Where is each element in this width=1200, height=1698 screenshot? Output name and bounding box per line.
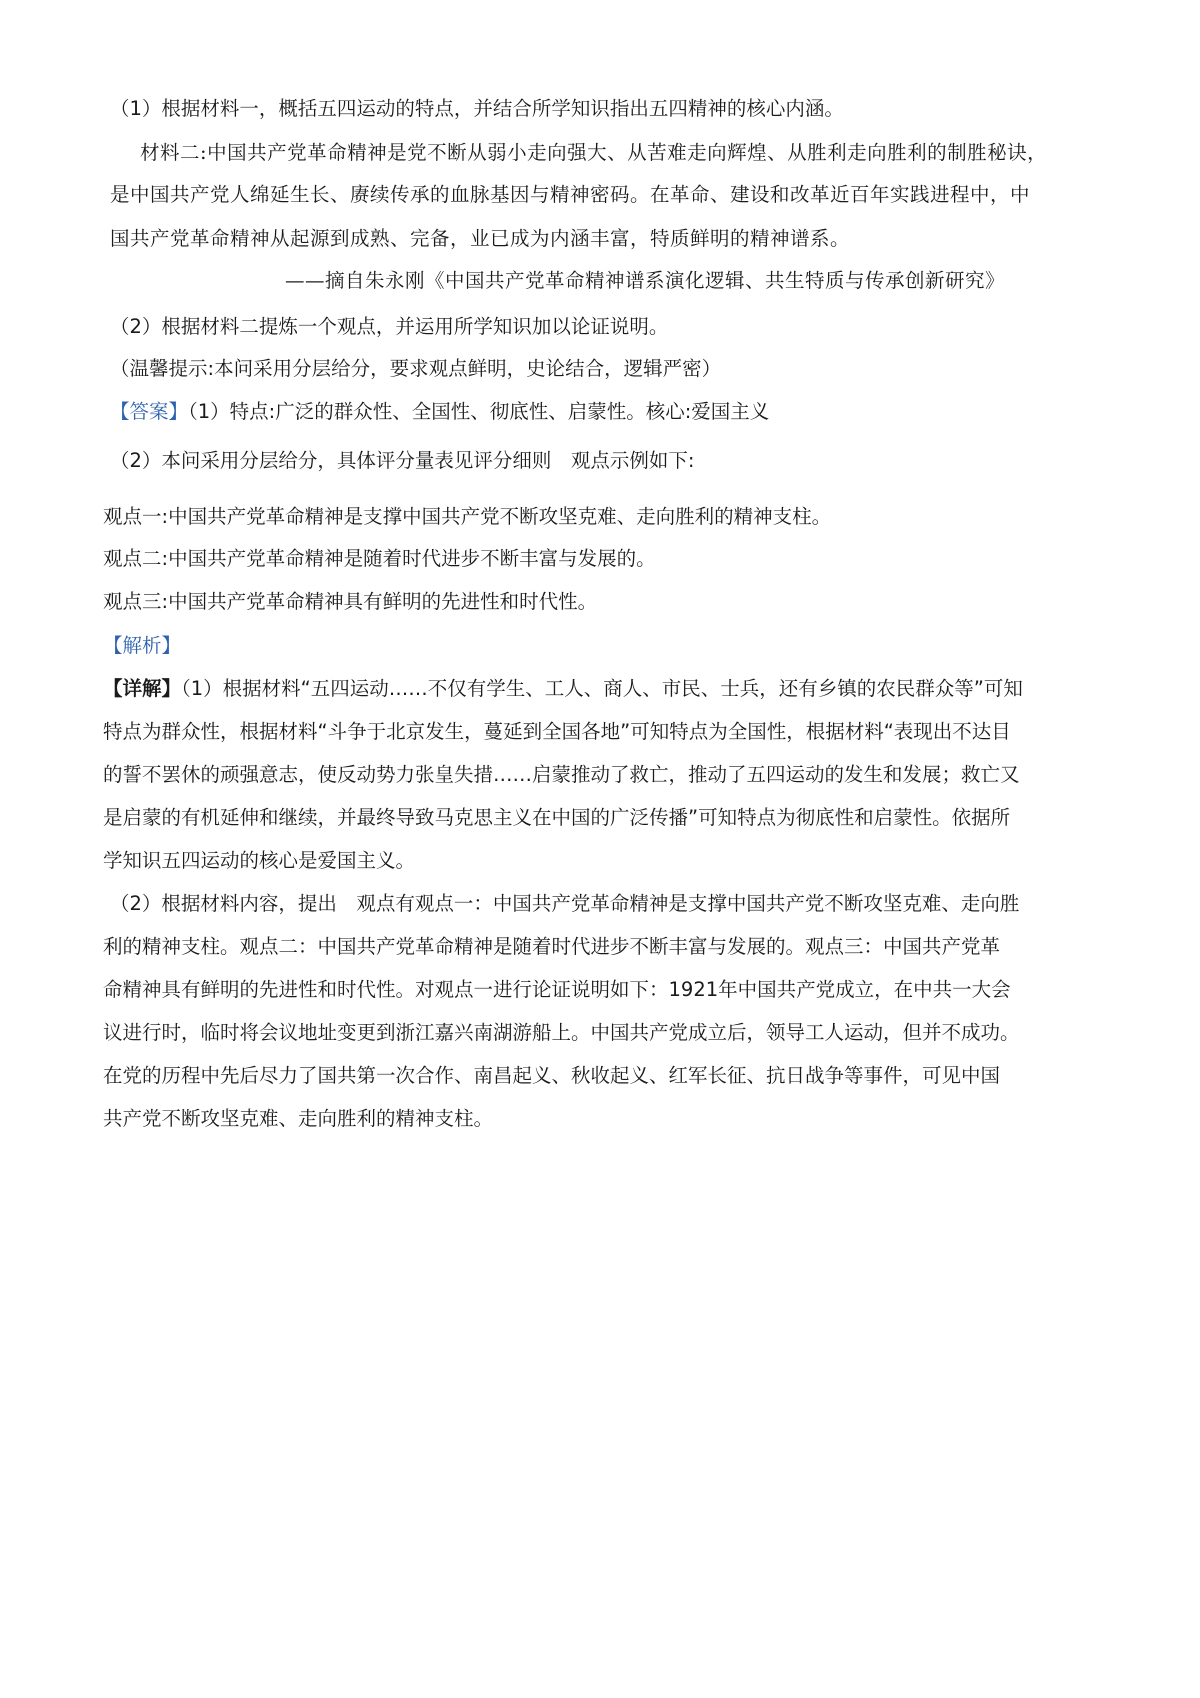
analysis-p1-line [103, 674, 1093, 704]
analysis-p2-line: 命精神具有鲜明的先进性和时代性。对观点一进行论证说明如下：1921年中国共产党成立，在中共一大会 [103, 978, 1011, 1001]
detail-tag: 【详解】 [103, 677, 182, 700]
answer-view-3: 观点三:中国共产党革命精神具有鲜明的先进性和时代性。 [103, 590, 598, 613]
answer-view-1: 观点一:中国共产党革命精神是支撑中国共产党不断攻坚克难、走向胜利的精神支柱。 [103, 505, 832, 528]
question-2: （2）根据材料二提炼一个观点，并运用所学知识加以论证说明。 [110, 315, 669, 338]
analysis-p1-line: 的誓不罢休的顽强意志，使反动势力张皇失措……启蒙推动了救亡，推动了五四运动的发生和发展；救亡又 [103, 763, 1020, 786]
analysis-p2-line: 共产党不断攻坚克难、走向胜利的精神支柱。 [103, 1107, 494, 1130]
analysis-tag: 【解析】 [103, 634, 182, 657]
analysis-p1-line: 学知识五四运动的核心是爱国主义。 [103, 849, 416, 872]
analysis-p2-line: 在党的历程中先后尽力了国共第一次合作、南昌起义、秋收起义、红军长征、抗日战争等事件，可见中国 [103, 1064, 1001, 1087]
analysis-p2-line: （2）根据材料内容，提出 观点有观点一：中国共产党革命精神是支撑中国共产党不断攻坚克难、走向胜 [110, 892, 1020, 915]
analysis-p1-line: 是启蒙的有机延伸和继续，并最终导致马克思主义在中国的广泛传播”可知特点为彻底性和启蒙性。依据所 [103, 806, 1011, 829]
analysis-p2-line: 利的精神支柱。观点二：中国共产党革命精神是随着时代进步不断丰富与发展的。观点三：中国共产党革 [103, 935, 1001, 958]
analysis-p1-line: 特点为群众性，根据材料“斗争于北京发生，蔓延到全国各地”可知特点为全国性，根据材料“表现出不达目 [103, 720, 1011, 743]
material-2-line: 材料二:中国共产党革命精神是党不断从弱小走向强大、从苦难走向辉煌、从胜利走向胜利的制胜秘诀， [140, 141, 1048, 164]
question-1: （1）根据材料一，概括五四运动的特点，并结合所学知识指出五四精神的核心内涵。 [110, 97, 844, 120]
answer-tag: 【答案】 [110, 400, 189, 423]
answer-view-2: 观点二:中国共产党革命精神是随着时代进步不断丰富与发展的。 [103, 547, 656, 570]
analysis-p2-line: 议进行时，临时将会议地址变更到浙江嘉兴南湖游船上。中国共产党成立后，领导工人运动，但并不成功。 [103, 1021, 1020, 1044]
answer-part-1: （1）特点:广泛的群众性、全国性、彻底性、启蒙性。核心:爱国主义 [188, 400, 770, 423]
scoring-tip: （温馨提示:本问采用分层给分，要求观点鲜明，史论结合，逻辑严密） [110, 357, 722, 380]
material-2-source: ——摘自朱永刚《中国共产党革命精神谱系演化逻辑、共生特质与传承创新研究》 [284, 269, 1005, 292]
material-2-line: 国共产党革命精神从起源到成熟、完备，业已成为内涵丰富，特质鲜明的精神谱系。 [110, 227, 851, 250]
answer-line-1 [110, 397, 1100, 427]
analysis-p1-text: （1）根据材料“五四运动……不仅有学生、工人、商人、市民、士兵，还有乡镇的农民群众等”可知 [181, 677, 1023, 700]
answer-part-2: （2）本问采用分层给分，具体评分量表见评分细则 观点示例如下: [110, 449, 695, 472]
material-2-line: 是中国共产党人绵延生长、赓续传承的血脉基因与精神密码。在革命、建设和改革近百年实践进程中，中 [110, 183, 1031, 206]
